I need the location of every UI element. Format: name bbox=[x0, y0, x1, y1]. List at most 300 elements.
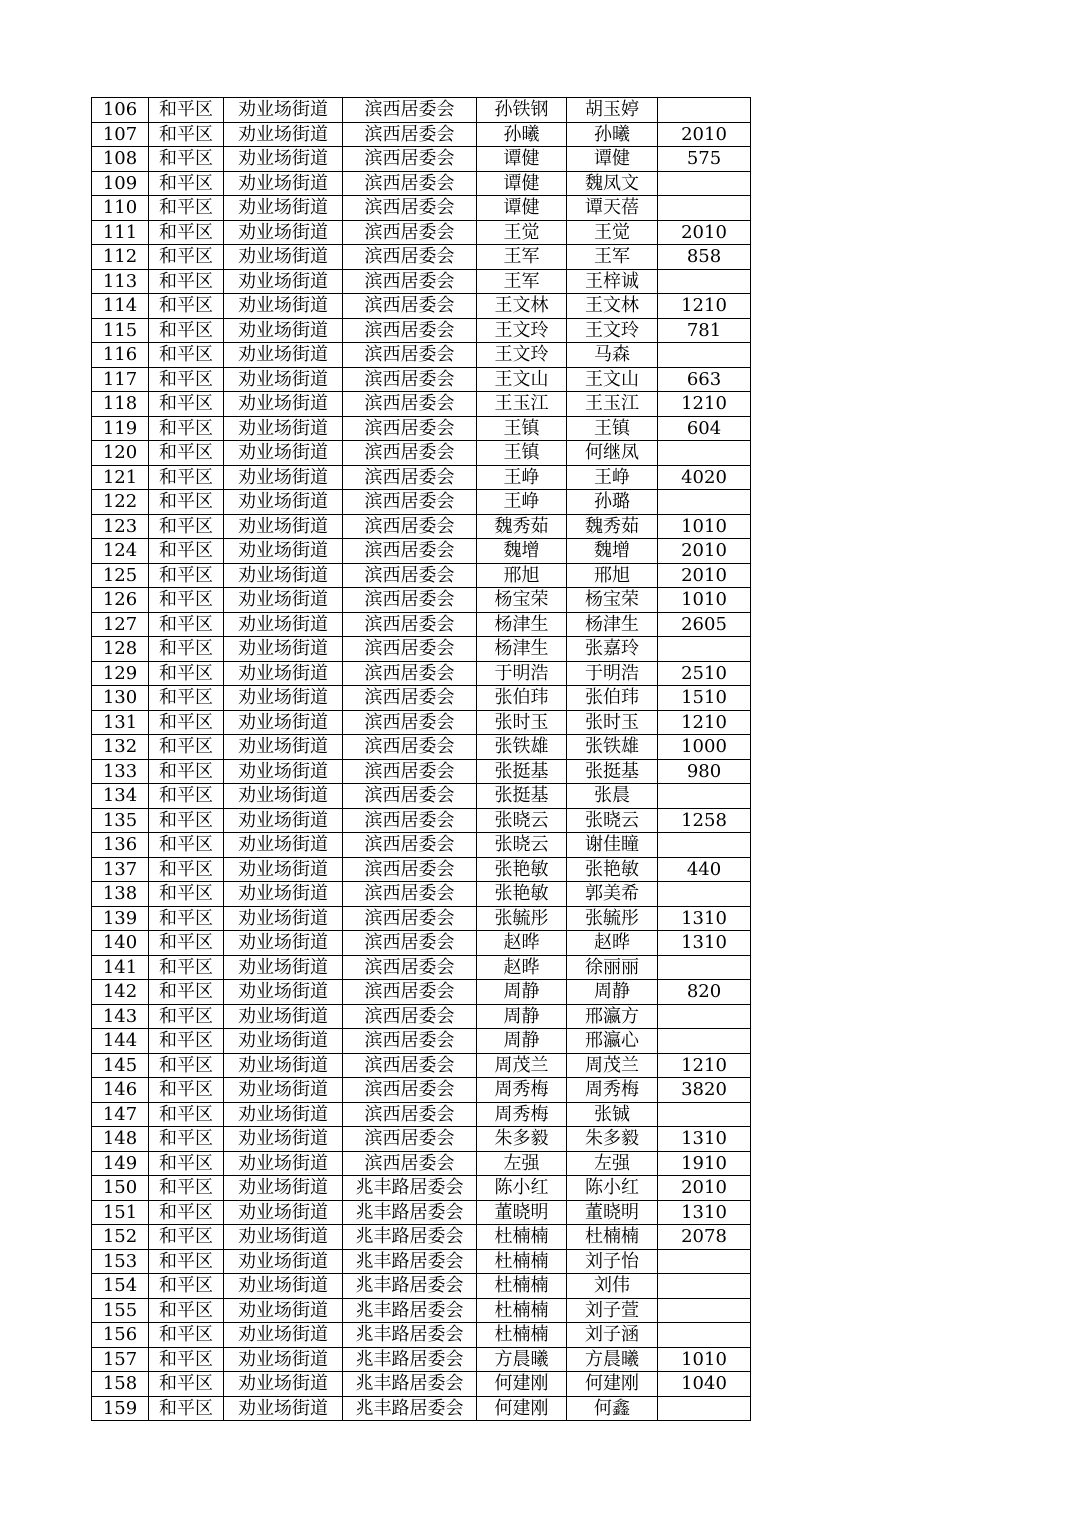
amount-cell: 1010 bbox=[658, 588, 751, 613]
amount-cell bbox=[658, 637, 751, 662]
street-cell: 劝业场街道 bbox=[224, 1396, 343, 1421]
amount-cell bbox=[658, 490, 751, 515]
district-cell: 和平区 bbox=[149, 1127, 224, 1152]
amount-cell: 4020 bbox=[658, 465, 751, 490]
amount-cell: 858 bbox=[658, 245, 751, 270]
district-cell: 和平区 bbox=[149, 514, 224, 539]
district-cell: 和平区 bbox=[149, 1176, 224, 1201]
committee-cell: 滨西居委会 bbox=[343, 833, 477, 858]
district-cell: 和平区 bbox=[149, 539, 224, 564]
committee-cell: 滨西居委会 bbox=[343, 857, 477, 882]
district-cell: 和平区 bbox=[149, 392, 224, 417]
committee-cell: 滨西居委会 bbox=[343, 1029, 477, 1054]
row-number-cell: 154 bbox=[92, 1274, 149, 1299]
table-row bbox=[92, 931, 751, 956]
amount-cell bbox=[658, 269, 751, 294]
amount-cell: 575 bbox=[658, 147, 751, 172]
committee-cell: 兆丰路居委会 bbox=[343, 1176, 477, 1201]
table-row bbox=[92, 98, 751, 123]
street-cell: 劝业场街道 bbox=[224, 1151, 343, 1176]
committee-cell: 兆丰路居委会 bbox=[343, 1323, 477, 1348]
table-row bbox=[92, 1151, 751, 1176]
row-number-cell: 116 bbox=[92, 343, 149, 368]
committee-cell: 滨西居委会 bbox=[343, 343, 477, 368]
street-cell: 劝业场街道 bbox=[224, 1298, 343, 1323]
row-number-cell: 109 bbox=[92, 171, 149, 196]
member-cell: 王文玲 bbox=[567, 318, 658, 343]
district-cell: 和平区 bbox=[149, 196, 224, 221]
amount-cell bbox=[658, 1323, 751, 1348]
member-cell: 张艳敏 bbox=[567, 857, 658, 882]
amount-cell: 781 bbox=[658, 318, 751, 343]
district-cell: 和平区 bbox=[149, 563, 224, 588]
row-number-cell: 129 bbox=[92, 661, 149, 686]
table-row bbox=[92, 882, 751, 907]
table-row bbox=[92, 833, 751, 858]
member-cell: 董晓明 bbox=[567, 1200, 658, 1225]
applicant-cell: 王镇 bbox=[477, 416, 567, 441]
amount-cell: 3820 bbox=[658, 1078, 751, 1103]
street-cell: 劝业场街道 bbox=[224, 171, 343, 196]
applicant-cell: 周静 bbox=[477, 1004, 567, 1029]
committee-cell: 滨西居委会 bbox=[343, 392, 477, 417]
district-cell: 和平区 bbox=[149, 710, 224, 735]
applicant-cell: 张晓云 bbox=[477, 808, 567, 833]
row-number-cell: 130 bbox=[92, 686, 149, 711]
row-number-cell: 134 bbox=[92, 784, 149, 809]
street-cell: 劝业场街道 bbox=[224, 392, 343, 417]
member-cell: 陈小红 bbox=[567, 1176, 658, 1201]
committee-cell: 滨西居委会 bbox=[343, 637, 477, 662]
amount-cell: 1010 bbox=[658, 1347, 751, 1372]
row-number-cell: 145 bbox=[92, 1053, 149, 1078]
row-number-cell: 153 bbox=[92, 1249, 149, 1274]
committee-cell: 滨西居委会 bbox=[343, 269, 477, 294]
amount-cell bbox=[658, 833, 751, 858]
table-row bbox=[92, 1298, 751, 1323]
district-cell: 和平区 bbox=[149, 1396, 224, 1421]
committee-cell: 滨西居委会 bbox=[343, 1004, 477, 1029]
district-cell: 和平区 bbox=[149, 98, 224, 123]
row-number-cell: 133 bbox=[92, 759, 149, 784]
district-cell: 和平区 bbox=[149, 955, 224, 980]
row-number-cell: 124 bbox=[92, 539, 149, 564]
row-number-cell: 118 bbox=[92, 392, 149, 417]
street-cell: 劝业场街道 bbox=[224, 1004, 343, 1029]
row-number-cell: 143 bbox=[92, 1004, 149, 1029]
applicant-cell: 王军 bbox=[477, 269, 567, 294]
applicant-cell: 谭健 bbox=[477, 171, 567, 196]
applicant-cell: 张铁雄 bbox=[477, 735, 567, 760]
table-row bbox=[92, 1323, 751, 1348]
member-cell: 郭美希 bbox=[567, 882, 658, 907]
member-cell: 马森 bbox=[567, 343, 658, 368]
row-number-cell: 150 bbox=[92, 1176, 149, 1201]
district-cell: 和平区 bbox=[149, 294, 224, 319]
data-table bbox=[91, 97, 751, 1421]
row-number-cell: 111 bbox=[92, 220, 149, 245]
amount-cell: 2605 bbox=[658, 612, 751, 637]
district-cell: 和平区 bbox=[149, 661, 224, 686]
table-row bbox=[92, 1004, 751, 1029]
committee-cell: 滨西居委会 bbox=[343, 1053, 477, 1078]
amount-cell bbox=[658, 882, 751, 907]
row-number-cell: 108 bbox=[92, 147, 149, 172]
applicant-cell: 董晓明 bbox=[477, 1200, 567, 1225]
applicant-cell: 杜楠楠 bbox=[477, 1249, 567, 1274]
district-cell: 和平区 bbox=[149, 931, 224, 956]
table-row bbox=[92, 245, 751, 270]
table-row bbox=[92, 514, 751, 539]
member-cell: 杨津生 bbox=[567, 612, 658, 637]
applicant-cell: 陈小红 bbox=[477, 1176, 567, 1201]
member-cell: 张铁雄 bbox=[567, 735, 658, 760]
table-row bbox=[92, 1274, 751, 1299]
table-row bbox=[92, 857, 751, 882]
table-row bbox=[92, 318, 751, 343]
table-row bbox=[92, 563, 751, 588]
amount-cell: 1310 bbox=[658, 1127, 751, 1152]
applicant-cell: 赵晔 bbox=[477, 955, 567, 980]
applicant-cell: 王军 bbox=[477, 245, 567, 270]
member-cell: 张晨 bbox=[567, 784, 658, 809]
member-cell: 何建刚 bbox=[567, 1372, 658, 1397]
district-cell: 和平区 bbox=[149, 1347, 224, 1372]
table-row bbox=[92, 1200, 751, 1225]
committee-cell: 滨西居委会 bbox=[343, 588, 477, 613]
applicant-cell: 孙铁钢 bbox=[477, 98, 567, 123]
row-number-cell: 117 bbox=[92, 367, 149, 392]
applicant-cell: 魏秀茹 bbox=[477, 514, 567, 539]
committee-cell: 滨西居委会 bbox=[343, 490, 477, 515]
row-number-cell: 123 bbox=[92, 514, 149, 539]
committee-cell: 滨西居委会 bbox=[343, 808, 477, 833]
member-cell: 朱多毅 bbox=[567, 1127, 658, 1152]
street-cell: 劝业场街道 bbox=[224, 1323, 343, 1348]
committee-cell: 兆丰路居委会 bbox=[343, 1396, 477, 1421]
member-cell: 王玉江 bbox=[567, 392, 658, 417]
table-row bbox=[92, 1078, 751, 1103]
amount-cell: 1510 bbox=[658, 686, 751, 711]
committee-cell: 兆丰路居委会 bbox=[343, 1225, 477, 1250]
district-cell: 和平区 bbox=[149, 220, 224, 245]
row-number-cell: 146 bbox=[92, 1078, 149, 1103]
street-cell: 劝业场街道 bbox=[224, 318, 343, 343]
district-cell: 和平区 bbox=[149, 269, 224, 294]
amount-cell: 2010 bbox=[658, 1176, 751, 1201]
table-row bbox=[92, 1249, 751, 1274]
row-number-cell: 132 bbox=[92, 735, 149, 760]
street-cell: 劝业场街道 bbox=[224, 1102, 343, 1127]
member-cell: 张伯玮 bbox=[567, 686, 658, 711]
committee-cell: 滨西居委会 bbox=[343, 906, 477, 931]
table-row bbox=[92, 220, 751, 245]
applicant-cell: 周茂兰 bbox=[477, 1053, 567, 1078]
amount-cell: 1310 bbox=[658, 1200, 751, 1225]
amount-cell: 1210 bbox=[658, 710, 751, 735]
street-cell: 劝业场街道 bbox=[224, 906, 343, 931]
street-cell: 劝业场街道 bbox=[224, 661, 343, 686]
table-row bbox=[92, 1347, 751, 1372]
applicant-cell: 赵晔 bbox=[477, 931, 567, 956]
table-row bbox=[92, 416, 751, 441]
applicant-cell: 魏增 bbox=[477, 539, 567, 564]
street-cell: 劝业场街道 bbox=[224, 1274, 343, 1299]
district-cell: 和平区 bbox=[149, 1029, 224, 1054]
member-cell: 左强 bbox=[567, 1151, 658, 1176]
amount-cell bbox=[658, 1029, 751, 1054]
street-cell: 劝业场街道 bbox=[224, 294, 343, 319]
committee-cell: 滨西居委会 bbox=[343, 220, 477, 245]
row-number-cell: 115 bbox=[92, 318, 149, 343]
applicant-cell: 张艳敏 bbox=[477, 857, 567, 882]
street-cell: 劝业场街道 bbox=[224, 857, 343, 882]
row-number-cell: 138 bbox=[92, 882, 149, 907]
street-cell: 劝业场街道 bbox=[224, 1347, 343, 1372]
table-row bbox=[92, 147, 751, 172]
applicant-cell: 王文玲 bbox=[477, 318, 567, 343]
table-row bbox=[92, 171, 751, 196]
table-row bbox=[92, 637, 751, 662]
amount-cell bbox=[658, 98, 751, 123]
committee-cell: 滨西居委会 bbox=[343, 318, 477, 343]
table-row bbox=[92, 441, 751, 466]
member-cell: 谭天蓓 bbox=[567, 196, 658, 221]
amount-cell: 2078 bbox=[658, 1225, 751, 1250]
member-cell: 王军 bbox=[567, 245, 658, 270]
amount-cell bbox=[658, 1004, 751, 1029]
member-cell: 王觉 bbox=[567, 220, 658, 245]
table-row bbox=[92, 392, 751, 417]
committee-cell: 兆丰路居委会 bbox=[343, 1298, 477, 1323]
committee-cell: 兆丰路居委会 bbox=[343, 1372, 477, 1397]
amount-cell: 1310 bbox=[658, 906, 751, 931]
district-cell: 和平区 bbox=[149, 857, 224, 882]
row-number-cell: 147 bbox=[92, 1102, 149, 1127]
table-row bbox=[92, 122, 751, 147]
street-cell: 劝业场街道 bbox=[224, 245, 343, 270]
table-row bbox=[92, 343, 751, 368]
member-cell: 赵晔 bbox=[567, 931, 658, 956]
row-number-cell: 107 bbox=[92, 122, 149, 147]
table-body bbox=[92, 98, 751, 1421]
committee-cell: 滨西居委会 bbox=[343, 661, 477, 686]
street-cell: 劝业场街道 bbox=[224, 1372, 343, 1397]
applicant-cell: 周秀梅 bbox=[477, 1078, 567, 1103]
amount-cell bbox=[658, 955, 751, 980]
street-cell: 劝业场街道 bbox=[224, 710, 343, 735]
member-cell: 何鑫 bbox=[567, 1396, 658, 1421]
table-row bbox=[92, 612, 751, 637]
applicant-cell: 杜楠楠 bbox=[477, 1274, 567, 1299]
row-number-cell: 139 bbox=[92, 906, 149, 931]
committee-cell: 滨西居委会 bbox=[343, 1102, 477, 1127]
table-row bbox=[92, 1396, 751, 1421]
amount-cell bbox=[658, 343, 751, 368]
amount-cell: 1258 bbox=[658, 808, 751, 833]
table-row bbox=[92, 784, 751, 809]
member-cell: 孙璐 bbox=[567, 490, 658, 515]
committee-cell: 滨西居委会 bbox=[343, 416, 477, 441]
committee-cell: 滨西居委会 bbox=[343, 882, 477, 907]
street-cell: 劝业场街道 bbox=[224, 588, 343, 613]
street-cell: 劝业场街道 bbox=[224, 563, 343, 588]
member-cell: 杜楠楠 bbox=[567, 1225, 658, 1250]
committee-cell: 滨西居委会 bbox=[343, 710, 477, 735]
street-cell: 劝业场街道 bbox=[224, 1127, 343, 1152]
district-cell: 和平区 bbox=[149, 1323, 224, 1348]
table-row bbox=[92, 1176, 751, 1201]
applicant-cell: 王镇 bbox=[477, 441, 567, 466]
applicant-cell: 何建刚 bbox=[477, 1372, 567, 1397]
district-cell: 和平区 bbox=[149, 735, 224, 760]
member-cell: 魏增 bbox=[567, 539, 658, 564]
member-cell: 徐丽丽 bbox=[567, 955, 658, 980]
member-cell: 张时玉 bbox=[567, 710, 658, 735]
street-cell: 劝业场街道 bbox=[224, 147, 343, 172]
amount-cell: 1040 bbox=[658, 1372, 751, 1397]
member-cell: 胡玉婷 bbox=[567, 98, 658, 123]
member-cell: 方晨曦 bbox=[567, 1347, 658, 1372]
street-cell: 劝业场街道 bbox=[224, 637, 343, 662]
member-cell: 刘子怡 bbox=[567, 1249, 658, 1274]
amount-cell: 2010 bbox=[658, 122, 751, 147]
street-cell: 劝业场街道 bbox=[224, 931, 343, 956]
street-cell: 劝业场街道 bbox=[224, 1200, 343, 1225]
row-number-cell: 157 bbox=[92, 1347, 149, 1372]
amount-cell bbox=[658, 1102, 751, 1127]
street-cell: 劝业场街道 bbox=[224, 465, 343, 490]
committee-cell: 滨西居委会 bbox=[343, 612, 477, 637]
member-cell: 谭健 bbox=[567, 147, 658, 172]
street-cell: 劝业场街道 bbox=[224, 1225, 343, 1250]
committee-cell: 滨西居委会 bbox=[343, 1151, 477, 1176]
table-row bbox=[92, 1127, 751, 1152]
street-cell: 劝业场街道 bbox=[224, 441, 343, 466]
table-row bbox=[92, 955, 751, 980]
applicant-cell: 王峥 bbox=[477, 465, 567, 490]
row-number-cell: 149 bbox=[92, 1151, 149, 1176]
district-cell: 和平区 bbox=[149, 1298, 224, 1323]
amount-cell: 1010 bbox=[658, 514, 751, 539]
amount-cell: 1910 bbox=[658, 1151, 751, 1176]
district-cell: 和平区 bbox=[149, 367, 224, 392]
committee-cell: 滨西居委会 bbox=[343, 441, 477, 466]
applicant-cell: 杜楠楠 bbox=[477, 1298, 567, 1323]
district-cell: 和平区 bbox=[149, 808, 224, 833]
table-row bbox=[92, 661, 751, 686]
district-cell: 和平区 bbox=[149, 906, 224, 931]
table-row bbox=[92, 686, 751, 711]
committee-cell: 滨西居委会 bbox=[343, 294, 477, 319]
row-number-cell: 122 bbox=[92, 490, 149, 515]
district-cell: 和平区 bbox=[149, 245, 224, 270]
applicant-cell: 左强 bbox=[477, 1151, 567, 1176]
district-cell: 和平区 bbox=[149, 588, 224, 613]
table-row bbox=[92, 367, 751, 392]
table-row bbox=[92, 808, 751, 833]
committee-cell: 滨西居委会 bbox=[343, 514, 477, 539]
committee-cell: 兆丰路居委会 bbox=[343, 1249, 477, 1274]
district-cell: 和平区 bbox=[149, 1225, 224, 1250]
committee-cell: 兆丰路居委会 bbox=[343, 1200, 477, 1225]
street-cell: 劝业场街道 bbox=[224, 955, 343, 980]
street-cell: 劝业场街道 bbox=[224, 980, 343, 1005]
applicant-cell: 朱多毅 bbox=[477, 1127, 567, 1152]
table-row bbox=[92, 906, 751, 931]
member-cell: 谢佳瞳 bbox=[567, 833, 658, 858]
amount-cell: 820 bbox=[658, 980, 751, 1005]
row-number-cell: 121 bbox=[92, 465, 149, 490]
member-cell: 周静 bbox=[567, 980, 658, 1005]
applicant-cell: 张晓云 bbox=[477, 833, 567, 858]
amount-cell bbox=[658, 1249, 751, 1274]
member-cell: 刘伟 bbox=[567, 1274, 658, 1299]
amount-cell: 2510 bbox=[658, 661, 751, 686]
member-cell: 何继凤 bbox=[567, 441, 658, 466]
committee-cell: 滨西居委会 bbox=[343, 759, 477, 784]
row-number-cell: 106 bbox=[92, 98, 149, 123]
amount-cell bbox=[658, 196, 751, 221]
applicant-cell: 方晨曦 bbox=[477, 1347, 567, 1372]
row-number-cell: 113 bbox=[92, 269, 149, 294]
street-cell: 劝业场街道 bbox=[224, 735, 343, 760]
district-cell: 和平区 bbox=[149, 1372, 224, 1397]
applicant-cell: 张时玉 bbox=[477, 710, 567, 735]
table-row bbox=[92, 710, 751, 735]
row-number-cell: 156 bbox=[92, 1323, 149, 1348]
row-number-cell: 140 bbox=[92, 931, 149, 956]
street-cell: 劝业场街道 bbox=[224, 1249, 343, 1274]
amount-cell: 980 bbox=[658, 759, 751, 784]
street-cell: 劝业场街道 bbox=[224, 220, 343, 245]
applicant-cell: 孙曦 bbox=[477, 122, 567, 147]
table-row bbox=[92, 1102, 751, 1127]
applicant-cell: 谭健 bbox=[477, 147, 567, 172]
amount-cell bbox=[658, 1274, 751, 1299]
member-cell: 王梓诚 bbox=[567, 269, 658, 294]
committee-cell: 滨西居委会 bbox=[343, 122, 477, 147]
applicant-cell: 杨津生 bbox=[477, 612, 567, 637]
row-number-cell: 120 bbox=[92, 441, 149, 466]
table-row bbox=[92, 294, 751, 319]
amount-cell: 1210 bbox=[658, 294, 751, 319]
street-cell: 劝业场街道 bbox=[224, 808, 343, 833]
row-number-cell: 125 bbox=[92, 563, 149, 588]
district-cell: 和平区 bbox=[149, 1078, 224, 1103]
committee-cell: 滨西居委会 bbox=[343, 98, 477, 123]
committee-cell: 滨西居委会 bbox=[343, 955, 477, 980]
member-cell: 魏秀茹 bbox=[567, 514, 658, 539]
street-cell: 劝业场街道 bbox=[224, 367, 343, 392]
table-row bbox=[92, 759, 751, 784]
street-cell: 劝业场街道 bbox=[224, 1176, 343, 1201]
district-cell: 和平区 bbox=[149, 416, 224, 441]
table-row bbox=[92, 1225, 751, 1250]
street-cell: 劝业场街道 bbox=[224, 784, 343, 809]
member-cell: 张晓云 bbox=[567, 808, 658, 833]
applicant-cell: 杨津生 bbox=[477, 637, 567, 662]
street-cell: 劝业场街道 bbox=[224, 196, 343, 221]
amount-cell bbox=[658, 1396, 751, 1421]
member-cell: 王文山 bbox=[567, 367, 658, 392]
district-cell: 和平区 bbox=[149, 637, 224, 662]
applicant-cell: 张毓彤 bbox=[477, 906, 567, 931]
district-cell: 和平区 bbox=[149, 318, 224, 343]
district-cell: 和平区 bbox=[149, 1274, 224, 1299]
table-row bbox=[92, 196, 751, 221]
table-row bbox=[92, 490, 751, 515]
